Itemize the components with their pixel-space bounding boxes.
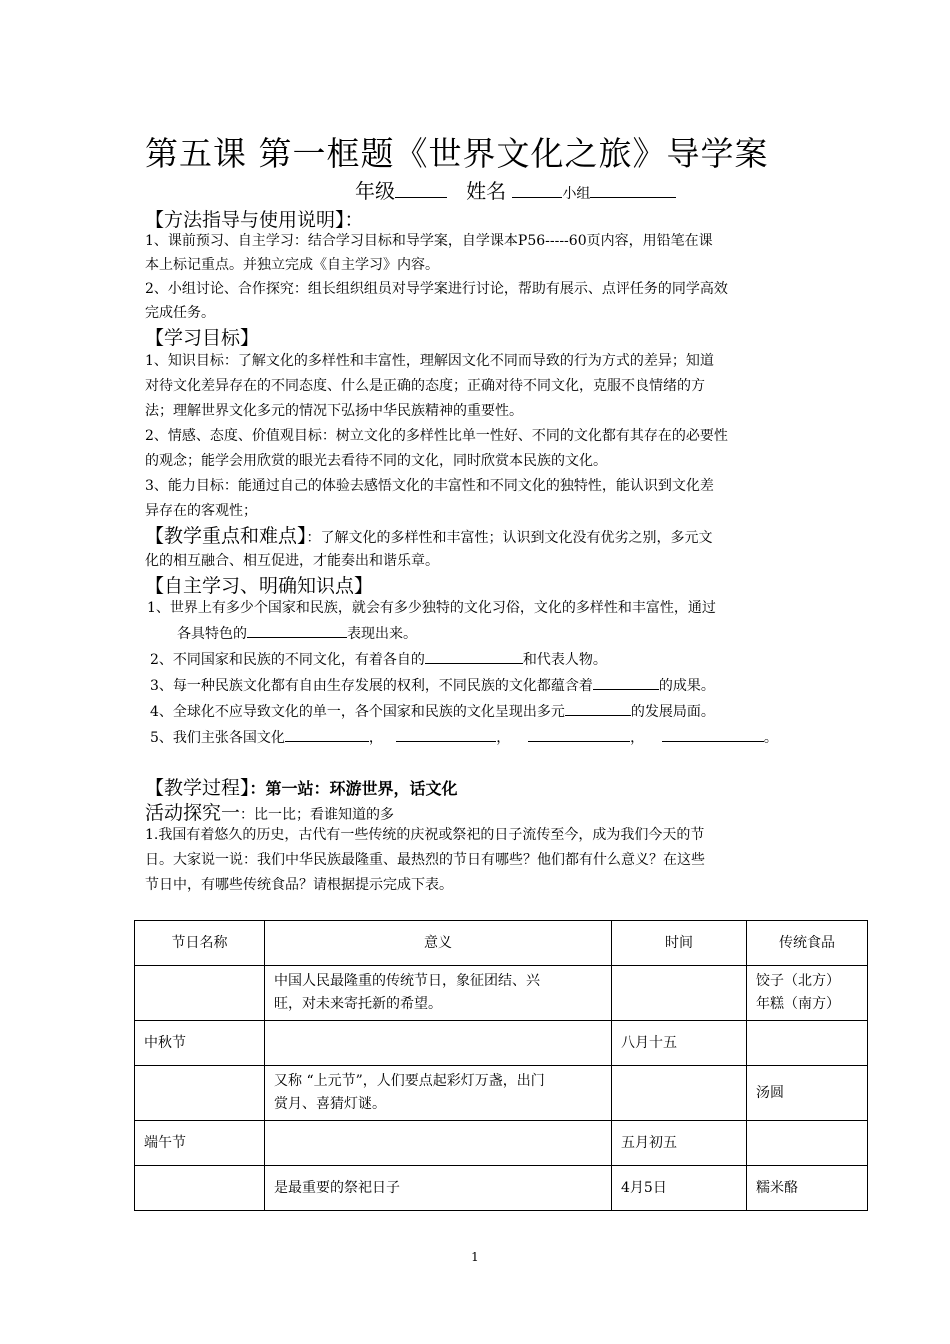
keypoints-paragraph (145, 524, 810, 550)
cell-meaning: 是最重要的祭祀日子 (265, 1166, 612, 1211)
cell-food-line: 年糕（南方） (756, 996, 840, 1012)
q5-sep-2: ， (496, 730, 511, 746)
q4-text-post: 的发展局面。 (630, 704, 715, 720)
method-p2-line2: 完成任务。 (145, 305, 215, 321)
q3-text-pre: 3、每一种民族文化都有自由生存发展的权利，不同民族的文化都蕴含着 (150, 678, 593, 694)
cell-name[interactable] (135, 1066, 265, 1121)
name-blank[interactable] (512, 183, 562, 198)
process-heading-row (145, 773, 458, 800)
q2-text-post: 和代表人物。 (522, 652, 607, 668)
cell-food: 糯米酪 (747, 1166, 868, 1211)
keypoints-heading: 【教学重点和难点】 (145, 525, 307, 547)
q5-blank-2[interactable] (396, 727, 496, 742)
selfstudy-q5 (150, 727, 778, 747)
q3-text-post: 的成果。 (658, 678, 715, 694)
q5-text-pre: 5、我们主张各国文化 (150, 730, 285, 746)
q5-sep-3: ， (630, 730, 645, 746)
activity-title: 活动探究一 (145, 802, 241, 824)
selfstudy-q1-line1: 1、世界上有多少个国家和民族，就会有多少独特的文化习俗，文化的多样性和丰富性，通过 (147, 600, 716, 616)
cell-name: 端午节 (135, 1121, 265, 1166)
cell-time: 五月初五 (612, 1121, 747, 1166)
method-p2-line1: 2、小组讨论、合作探究：组长组织组员对导学案进行讨论，帮助有展示、点评任务的同学高效 (145, 281, 728, 297)
goal1-line3: 法；理解世界文化多元的情况下弘扬中华民族精神的重要性。 (145, 403, 523, 419)
cell-food[interactable] (747, 966, 868, 1021)
process-line3: 节日中，有哪些传统食品？请根据提示完成下表。 (145, 877, 453, 893)
q5-end: 。 (763, 730, 778, 746)
goal1-line1: 1、知识目标：了解文化的多样性和丰富性，理解因文化不同而导致的行为方式的差异；知道 (145, 353, 714, 369)
table-row (135, 1121, 868, 1166)
festival-table (134, 920, 868, 1211)
q3-blank[interactable] (593, 675, 659, 690)
process-station: ：第一站：环游世界，话文化 (249, 779, 458, 798)
goal3-line2: 异存在的客观性； (145, 503, 257, 519)
cell-food[interactable] (747, 1021, 868, 1066)
cell-meaning-line: 赏月、喜猜灯谜。 (274, 1096, 386, 1112)
goals-heading: 【学习目标】 (145, 327, 260, 349)
grade-blank[interactable] (395, 183, 447, 198)
page-number: 1 (471, 1250, 479, 1264)
cell-name: 中秋节 (135, 1021, 265, 1066)
table-row (135, 966, 868, 1021)
page-title: 第五课 第一框题《世界文化之旅》导学案 (145, 134, 769, 173)
selfstudy-q2 (150, 649, 607, 669)
goal3-line1: 3、能力目标：能通过自己的体验去感悟文化的丰富性和不同文化的独特性，能认识到文化差 (145, 478, 714, 494)
process-line2: 日。大家说一说：我们中华民族最隆重、最热烈的节日有哪些？他们都有什么意义？在这些 (145, 852, 705, 868)
q2-text-pre: 2、不同国家和民族的不同文化，有着各自的 (150, 652, 425, 668)
cell-food: 汤圆 (747, 1066, 868, 1121)
keypoints-text2: 化的相互融合、相互促进，才能奏出和谐乐章。 (145, 553, 439, 569)
q5-sep-1: ， (368, 730, 383, 746)
goal2-line1: 2、情感、态度、价值观目标：树立文化的多样性比单一性好、不同的文化都有其存在的必要性 (145, 428, 728, 444)
q1-text-post: 表现出来。 (347, 626, 417, 642)
col-header-name: 节日名称 (135, 921, 265, 966)
cell-time[interactable] (612, 1066, 747, 1121)
name-label: 姓名 (466, 179, 507, 203)
table-row (135, 1166, 868, 1211)
cell-name[interactable] (135, 1166, 265, 1211)
q5-blank-1[interactable] (285, 727, 369, 742)
activity-subtitle: ：比一比；看谁知道的多 (240, 807, 395, 823)
cell-time[interactable] (612, 966, 747, 1021)
selfstudy-heading: 【自主学习、明确知识点】 (145, 575, 374, 597)
keypoints-text1: ：了解文化的多样性和丰富性；认识到文化没有优劣之别，多元文 (306, 530, 713, 546)
cell-meaning[interactable] (265, 966, 612, 1021)
selfstudy-q4 (150, 701, 715, 721)
cell-food[interactable] (747, 1121, 868, 1166)
method-p1-line1: 1、课前预习、自主学习：结合学习目标和导学案，自学课本P56-----60页内容，用铅笔在课 (145, 233, 713, 249)
cell-meaning[interactable] (265, 1121, 612, 1166)
q2-blank[interactable] (425, 649, 523, 664)
method-heading: 【方法指导与使用说明】： (145, 209, 364, 231)
group-blank[interactable] (590, 183, 676, 198)
table-row (135, 1021, 868, 1066)
col-header-time: 时间 (612, 921, 747, 966)
group-label: 小组 (562, 186, 591, 202)
grade-label: 年级 (355, 179, 395, 203)
cell-meaning[interactable] (265, 1021, 612, 1066)
cell-meaning-line: 又称 “上元节”，人们要点起彩灯万盏，出门 (274, 1073, 545, 1089)
table-header-row (135, 921, 868, 966)
goal2-line2: 的观念；能学会用欣赏的眼光去看待不同的文化，同时欣赏本民族的文化。 (145, 453, 607, 469)
cell-meaning-line: 中国人民最隆重的传统节日，象征团结、兴 (274, 973, 540, 989)
q1-text-pre: 各具特色的 (177, 626, 247, 642)
goal1-line2: 对待文化差异存在的不同态度、什么是正确的态度；正确对待不同文化，克服不良情绪的方 (145, 378, 705, 394)
cell-time: 4月5日 (612, 1166, 747, 1211)
cell-meaning (265, 1066, 612, 1121)
selfstudy-q1-line2 (177, 623, 417, 643)
selfstudy-q3 (150, 675, 715, 695)
col-header-meaning: 意义 (265, 921, 612, 966)
q5-blank-4[interactable] (662, 727, 764, 742)
q4-blank[interactable] (565, 701, 631, 716)
q4-text-pre: 4、全球化不应导致文化的单一，各个国家和民族的文化呈现出多元 (150, 704, 565, 720)
cell-time: 八月十五 (612, 1021, 747, 1066)
method-p1-line2: 本上标记重点。并独立完成《自主学习》内容。 (145, 257, 439, 273)
cell-meaning-line: 旺，对未来寄托新的希望。 (274, 996, 442, 1012)
student-info-row (355, 175, 676, 204)
cell-food-line: 饺子（北方） (756, 973, 840, 989)
col-header-food: 传统食品 (747, 921, 868, 966)
table-row (135, 1066, 868, 1121)
q1-blank[interactable] (247, 623, 347, 638)
process-line1: 1.我国有着悠久的历史，古代有一些传统的庆祝或祭祀的日子流传至今，成为我们今天的节 (145, 827, 705, 843)
activity-row (145, 798, 394, 825)
q5-blank-3[interactable] (528, 727, 630, 742)
process-heading: 【教学过程】 (145, 777, 250, 799)
cell-name[interactable] (135, 966, 265, 1021)
